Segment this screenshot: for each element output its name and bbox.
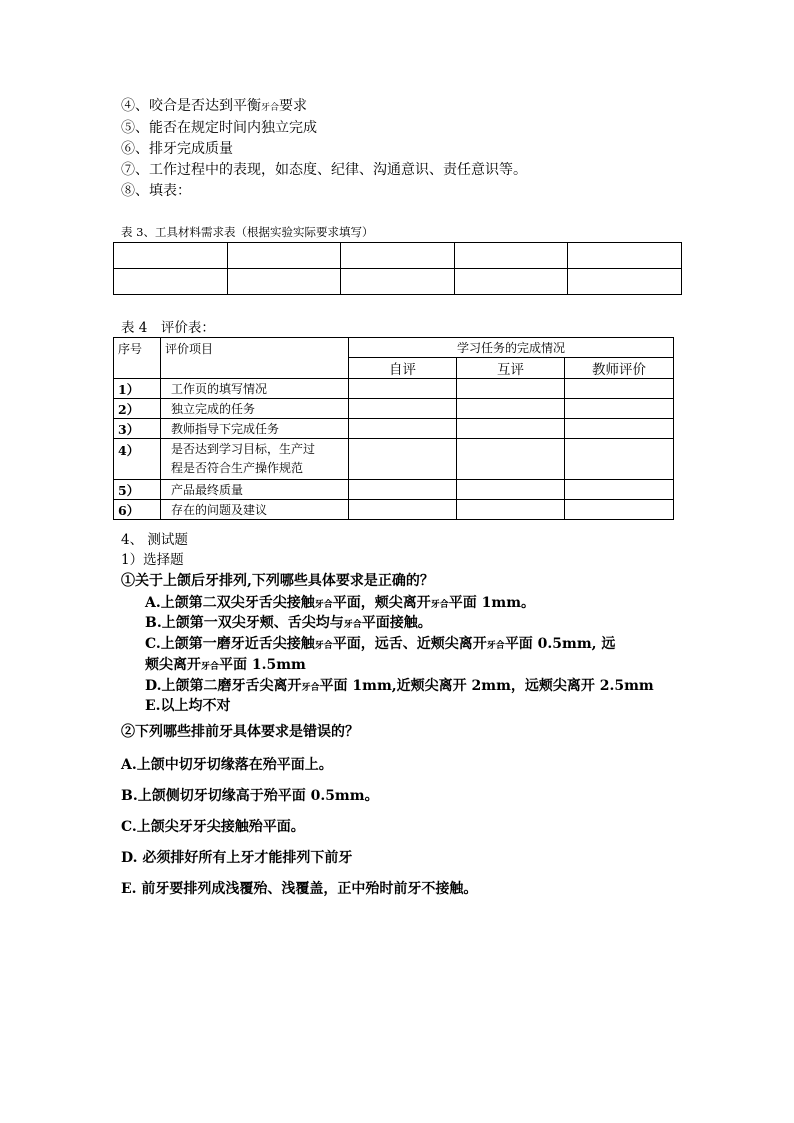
criterion-4: ④、咬合是否达到平衡牙合要求 (121, 98, 308, 114)
table-cell[interactable] (349, 439, 457, 480)
table-cell[interactable] (565, 399, 674, 419)
table-row (114, 269, 682, 295)
table-cell[interactable] (341, 243, 455, 269)
row-item-line: 是否达到学习目标，生产过 (171, 442, 316, 456)
table-row (114, 480, 674, 500)
criterion-6: ⑥、排牙完成质量 (121, 141, 233, 157)
table-cell[interactable] (227, 243, 341, 269)
table-cell[interactable] (349, 500, 457, 520)
table-cell[interactable] (349, 419, 457, 439)
q1-option-c: C.上颌第一磨牙近舌尖接触牙合平面，远舌、近颊尖离开牙合平面 0.5mm, 远 (145, 636, 616, 652)
row-number: 1） (114, 379, 161, 399)
criterion-8: ⑧、填表： (121, 183, 191, 199)
evaluation-table (113, 337, 674, 520)
question-2-stem: ②下列哪些排前牙具体要求是错误的？ (121, 724, 359, 740)
row-number: 5） (114, 480, 161, 500)
row-item: 存在的问题及建议 (161, 500, 349, 520)
q2-option-c: C.上颌尖牙牙尖接触殆平面。 (121, 819, 305, 835)
table-cell[interactable] (457, 399, 565, 419)
table-cell[interactable] (457, 419, 565, 439)
row-number: 3） (114, 419, 161, 439)
table-row (114, 419, 674, 439)
q2-option-d: D. 必须排好所有上牙才能排列下前牙 (121, 850, 353, 866)
table-cell[interactable] (454, 243, 568, 269)
criterion-5: ⑤、能否在规定时间内独立完成 (121, 120, 317, 136)
table-row (114, 500, 674, 520)
row-number: 4） (114, 439, 161, 480)
col-header-peer-eval: 互评 (457, 358, 565, 379)
row-number: 6） (114, 500, 161, 520)
q1-option-e: E.以上均不对 (145, 698, 231, 714)
subsection-title: 1）选择题 (121, 552, 184, 568)
table-cell[interactable] (349, 480, 457, 500)
q1-option-c-cont: 颊尖离开牙合平面 1.5mm (145, 657, 306, 673)
section-title: 4、 测试题 (121, 532, 188, 548)
table-row (114, 243, 682, 269)
col-header-group: 学习任务的完成情况 (349, 338, 674, 358)
table-cell[interactable] (349, 399, 457, 419)
table-cell[interactable] (227, 269, 341, 295)
tools-materials-table (113, 242, 682, 295)
table-cell[interactable] (568, 243, 682, 269)
table-row (114, 399, 674, 419)
table-cell[interactable] (114, 243, 228, 269)
row-item: 教师指导下完成任务 (161, 419, 349, 439)
q1-option-d: D.上颌第二磨牙舌尖离开牙合平面 1mm,近颊尖离开 2mm，远颊尖离开 2.5mm (145, 678, 654, 694)
q2-option-a: A.上颌中切牙切缘落在殆平面上。 (121, 757, 333, 773)
table-cell[interactable] (565, 379, 674, 399)
q2-option-b: B.上颌侧切牙切缘高于殆平面 0.5mm。 (121, 788, 379, 804)
table3-caption: 表 3、工具材料需求表（根据实验实际要求填写） (121, 225, 374, 239)
table-cell[interactable] (565, 439, 674, 480)
table-row (114, 439, 674, 480)
col-header-item: 评价项目 (161, 338, 349, 379)
q1-option-a: A.上颌第二双尖牙舌尖接触牙合平面，颊尖离开牙合平面 1mm。 (145, 595, 536, 611)
row-item: 工作页的填写情况 (161, 379, 349, 399)
table-header-row (114, 338, 674, 358)
table4-caption: 表 4 评价表： (121, 320, 215, 336)
col-header-self-eval: 自评 (349, 358, 457, 379)
table-cell[interactable] (565, 500, 674, 520)
row-item-line: 程是否符合生产操作规范 (171, 461, 304, 475)
table-cell[interactable] (565, 419, 674, 439)
table-cell[interactable] (565, 480, 674, 500)
table-row (114, 379, 674, 399)
col-header-num: 序号 (114, 338, 161, 379)
table-cell[interactable] (349, 379, 457, 399)
table-cell[interactable] (457, 379, 565, 399)
row-item: 独立完成的任务 (161, 399, 349, 419)
table-cell[interactable] (454, 269, 568, 295)
row-number: 2） (114, 399, 161, 419)
criterion-7: ⑦、工作过程中的表现，如态度、纪律、沟通意识、责任意识等。 (121, 162, 527, 178)
table-cell[interactable] (341, 269, 455, 295)
q1-option-b: B.上颌第一双尖牙颊、舌尖均与牙合平面接触。 (145, 615, 432, 631)
table-cell[interactable] (568, 269, 682, 295)
row-item: 产品最终质量 (161, 480, 349, 500)
q2-option-e: E. 前牙要排列成浅覆殆、浅覆盖，正中殆时前牙不接触。 (121, 881, 478, 897)
table-cell[interactable] (457, 480, 565, 500)
table-cell[interactable] (457, 500, 565, 520)
table-cell[interactable] (114, 269, 228, 295)
row-item (161, 439, 349, 480)
col-header-teacher-eval: 教师评价 (565, 358, 674, 379)
question-1-stem: ①关于上颌后牙排列,下列哪些具体要求是正确的？ (121, 573, 434, 589)
table-cell[interactable] (457, 439, 565, 480)
